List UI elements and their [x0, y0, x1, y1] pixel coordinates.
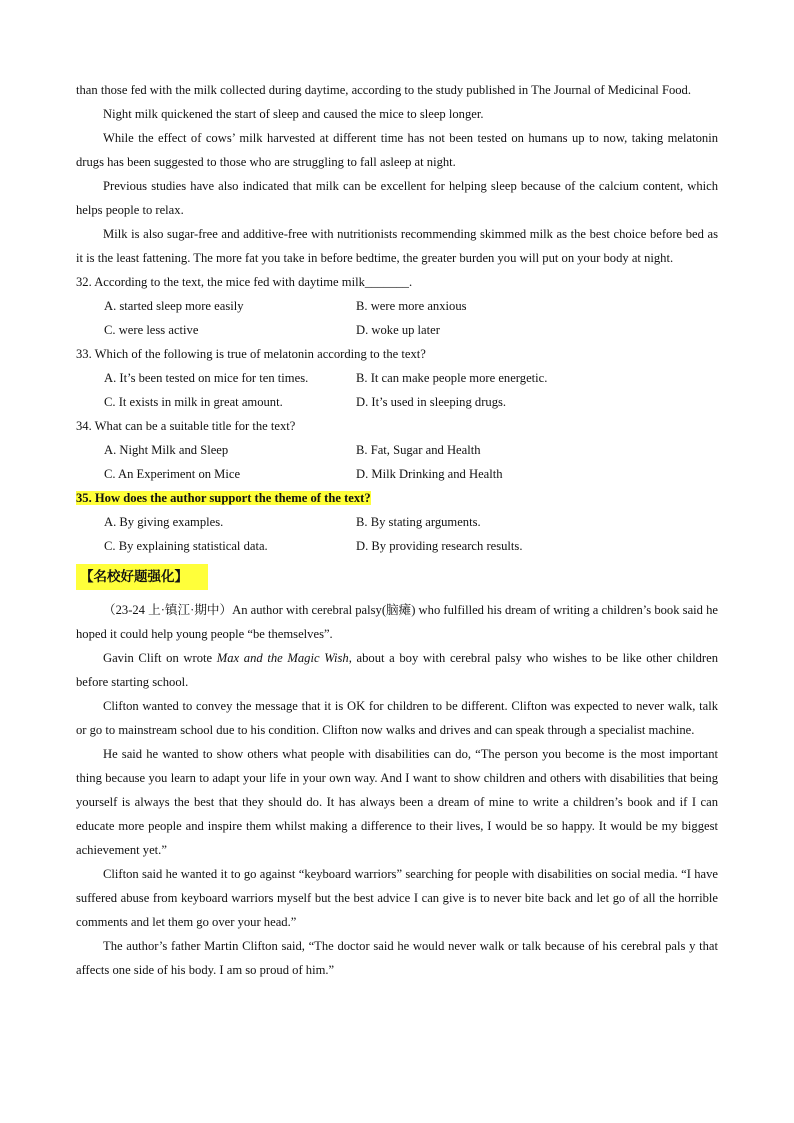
option-d: D. woke up later: [356, 323, 440, 337]
question-stem: 34. What can be a suitable title for the text?: [76, 419, 296, 433]
option-a: A. By giving examples.: [104, 515, 224, 529]
question-stem-highlighted: 35. How does the author support the theme of the text?: [76, 491, 371, 505]
text-span: , about a boy with cerebral palsy who wishes to be like other children before starting school.: [76, 651, 718, 689]
option-b: B. By stating arguments.: [356, 515, 481, 529]
text-span: Gavin Clift on wrote: [103, 651, 217, 665]
passage2-paragraph: [76, 646, 718, 694]
question-34: [76, 414, 718, 486]
option-c: C. By explaining statistical data.: [104, 539, 268, 553]
passage1-paragraph: Previous studies have also indicated that milk can be excellent for helping sleep because of the calcium content, which helps people to relax.: [76, 179, 718, 217]
question-stem: 33. Which of the following is true of melatonin according to the text?: [76, 347, 426, 361]
option-b: B. were more anxious: [356, 299, 467, 313]
option-d: D. Milk Drinking and Health: [356, 467, 503, 481]
option-c: C. were less active: [104, 323, 199, 337]
option-c: C. An Experiment on Mice: [104, 467, 241, 481]
passage2-paragraph: Clifton wanted to convey the message that it is OK for children to be different. Clifton was expected to never walk, talk or go to mainstream school due to his condition. Clifton now walks and drives and can speak through a specialist machine.: [76, 699, 718, 737]
question-35: [76, 486, 718, 558]
option-c: C. It exists in milk in great amount.: [104, 395, 283, 409]
question-stem: 32. According to the text, the mice fed with daytime milk_______.: [76, 275, 413, 289]
option-d: D. By providing research results.: [356, 539, 523, 553]
option-b: B. Fat, Sugar and Health: [356, 443, 481, 457]
section-title: 【名校好题强化】: [76, 564, 208, 590]
question-32: [76, 270, 718, 342]
document-page: [76, 78, 718, 982]
option-a: A. It’s been tested on mice for ten times.: [104, 371, 309, 385]
passage1-paragraph: Milk is also sugar-free and additive-free with nutritionists recommending skimmed milk as the best choice before bed as it is the least fattening. The more fat you take in before bedtime, the greater burden you will put on your body at night.: [76, 227, 718, 265]
option-d: D. It’s used in sleeping drugs.: [356, 395, 507, 409]
option-a: A. Night Milk and Sleep: [104, 443, 229, 457]
passage1-paragraph: While the effect of cows’ milk harvested at different time has not been tested on humans up to now, taking melatonin drugs has been suggested to those who are struggling to fall asleep at night.: [76, 131, 718, 169]
question-33: [76, 342, 718, 414]
passage2-paragraph: He said he wanted to show others what people with disabilities can do, “The person you become is the most important thing because you learn to adapt your life in your own way. And I want to show children and others with disabilities that being yourself is always the best that they should do. It has always been a dream of mine to write a children’s book and if I can educate more people and inspire them whilst making a difference to their lives, I would be so happy. It would be my biggest achievement yet.”: [76, 747, 718, 857]
passage2-paragraph: The author’s father Martin Clifton said, “The doctor said he would never walk or talk because of his cerebral pals y that affects one side of his body. I am so proud of him.”: [76, 939, 718, 977]
book-title: Max and the Magic Wish: [216, 651, 349, 665]
option-b: B. It can make people more energetic.: [356, 371, 548, 385]
passage1-paragraph: Night milk quickened the start of sleep and caused the mice to sleep longer.: [103, 107, 484, 121]
passage1-paragraph: than those fed with the milk collected during daytime, according to the study published in The Journal of Medicinal Food.: [76, 83, 691, 97]
passage2-paragraph: （23-24 上·镇江·期中）An author with cerebral palsy(脑瘫) who fulfilled his dream of writing a children’s book said he hoped it could help young people “be themselves”.: [76, 603, 718, 641]
passage2-paragraph: Clifton said he wanted it to go against “keyboard warriors” searching for people with disabilities on social media. “I have suffered abuse from keyboard warriors myself but the best advice I can give is to never bite back and let go of all the horrible comments and let them go over your head.”: [76, 867, 718, 929]
option-a: A. started sleep more easily: [104, 299, 244, 313]
